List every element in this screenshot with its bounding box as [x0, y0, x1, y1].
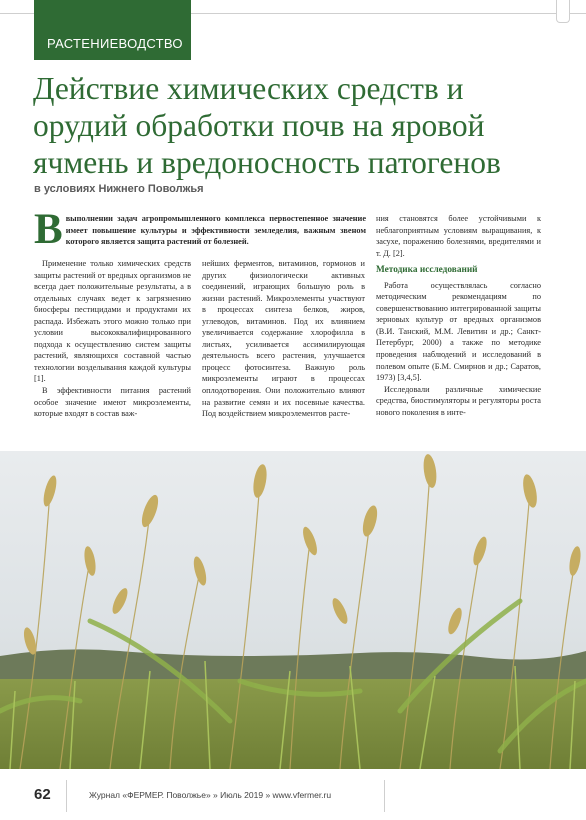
paragraph: В эффективности питания растений особое значение имеют микроэлементы, которые входят в состав важ- [34, 386, 191, 419]
footer-divider [66, 780, 67, 812]
text-column-3 [376, 213, 541, 418]
page-footer [0, 776, 586, 816]
page-number: 62 [34, 786, 51, 803]
paragraph: ния становятся более устойчивыми к неблагоприятным условиям выращивания, к засухе, поражению болезнями, вредителями и т. Д. [2]. [376, 214, 541, 258]
section-rubric [34, 0, 191, 60]
journal-info: Журнал «ФЕРМЕР. Поволжье» » Июль 2019 » www.vfermer.ru [89, 790, 332, 800]
barley-field-photo [0, 451, 586, 769]
text-column-2 [202, 258, 365, 420]
page-tab-marker [556, 0, 570, 23]
paragraph: нейших ферментов, витаминов, гормонов и других физиологически активных соединений, играющих большую роль в жизни растений. Микроэлементы участвуют в процессах синтеза белков, жиров, углеводов, витаминов. Под их влиянием увеличивается содержание хлорофилла в листьях, усиливается ассимилирующая деятельность всего растения, улучшается процесс фотосинтеза. Важную роль микроэлементы играют в процессах оплодотворения. Они положительно влияют на развитие семян и их посевные качества. Под воздействием микроэлементов расте- [202, 259, 365, 419]
rubric-label: РАСТЕНИЕВОДСТВО [47, 36, 183, 51]
article-subtitle: в условиях Нижнего Поволжья [34, 183, 204, 195]
drop-cap: В [34, 206, 63, 253]
footer-divider [384, 780, 385, 812]
lead-paragraph [34, 206, 366, 253]
lead-text: выполнении задач агропромышленного комплекса первостепенное значение имеет повышение культуры и эффективности земледелия, важным звеном которого является защита растений от болезней. [65, 214, 366, 247]
article-title: Действие химических средств и орудий обработки почв на яровой ячмень и вредоносность патогенов [33, 71, 501, 180]
text-column-1 [34, 258, 191, 420]
paragraph: Исследовали различные химические средства, биостимуляторы и регуляторы роста нового поколения в инте- [376, 384, 541, 417]
paragraph: Работа осуществлялась согласно методическим рекомендациям по совершенствованию интегрированной защиты зерновых культур от вредных организмов (В.И. Танский, М.М. Левитин и др.; Санкт-Петербург, 2000) а также по методике проведения наблюдений и исследований в полевом опыте (Б.М. Смирнов и др.; Саратов, 1973) [3,4,5]. [376, 280, 541, 383]
paragraph: Применение только химических средств защиты растений от вредных организмов не всегда дает положительные результаты, а в отдельных случаях ведет к загрязнению биосферы пестицидами и продуктами их распада. Избежать этого можно только при условии высококвалифицированного подхода к осуществлению систем защиты растений, являющихся составной частью технологии возделывания каждой культуры [1]. [34, 259, 191, 384]
section-heading: Методика исследований [376, 265, 478, 276]
